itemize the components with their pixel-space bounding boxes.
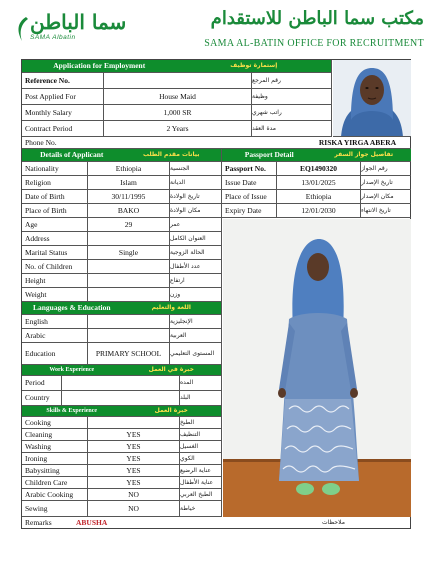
arabic-value [88, 329, 170, 343]
period-label: Period [22, 376, 62, 391]
skills-title-en: Skills & Experience [46, 408, 98, 414]
skill-sewing-label-ar: خياطة [180, 501, 222, 517]
issue-place-label-ar: مكان الإصدار [361, 190, 411, 204]
salary-value: 1,000 SR [104, 105, 252, 121]
children-value [88, 260, 170, 274]
languages-title-en: Languages & Education [32, 303, 111, 313]
religion-label-ar: الديانة [170, 176, 222, 190]
nationality-label: Nationality [22, 162, 88, 176]
remarks-label-ar: ملاحظات [322, 519, 345, 526]
dob-value: 30/11/1995 [88, 190, 170, 204]
country-label: Country [22, 391, 62, 406]
arabic-label-ar: العربية [170, 329, 222, 343]
country-value [62, 391, 180, 406]
weight-label: Weight [22, 288, 88, 302]
skill-ironing-label: Ironing [22, 453, 88, 465]
issue-date-value: 13/01/2025 [277, 176, 361, 190]
details-title-ar: بيانات مقدم الطلب [142, 151, 200, 158]
skill-ironing-value: YES [88, 453, 180, 465]
details-title-en: Details of Applicant [40, 150, 104, 160]
dob-label-ar: تاريخ الولادة [170, 190, 222, 204]
nationality-label-ar: الجنسية [170, 162, 222, 176]
height-label-ar: ارتفاع [170, 274, 222, 288]
period-value [62, 376, 180, 391]
reference-label-ar: رقم المرجع [252, 73, 332, 89]
reference-value [104, 73, 252, 89]
english-label-ar: الإنجليزية [170, 315, 222, 329]
skill-babysitting-value: YES [88, 465, 180, 477]
english-label: English [22, 315, 88, 329]
phone-label: Phone No. [22, 137, 104, 149]
nationality-value: Ethiopia [88, 162, 170, 176]
dob-label: Date of Birth [22, 190, 88, 204]
skills-section-header [22, 406, 222, 417]
logo-swoosh-icon [14, 16, 30, 42]
religion-value: Islam [88, 176, 170, 190]
education-label-ar: المستوى التعليمي [170, 343, 222, 365]
skill-sewing-value: NO [88, 501, 180, 517]
salary-label-ar: راتب شهري [252, 105, 332, 121]
application-title-ar: إستمارة توظيف [230, 62, 278, 69]
skill-cooking-label: Cooking [22, 417, 88, 429]
issue-date-label: Issue Date [222, 176, 277, 190]
office-name-arabic: مكتب سما الباطن للاستقدام [210, 8, 424, 29]
skill-washing-value: YES [88, 441, 180, 453]
height-label: Height [22, 274, 88, 288]
passport-title-en: Passport Detail [244, 150, 294, 160]
applicant-full-photo [223, 219, 411, 517]
skill-sewing-label: Sewing [22, 501, 88, 517]
address-value [88, 232, 170, 246]
contract-label-ar: مدة العقد [252, 121, 332, 137]
pob-label-ar: مكان الولادة [170, 204, 222, 218]
application-title-en: Application for Employment [53, 61, 146, 71]
skill-childcare-label-ar: عناية الأطفال [180, 477, 222, 489]
children-label: No. of Children [22, 260, 88, 274]
expiry-date-label: Expiry Date [222, 204, 277, 218]
skills-title-ar: خبرة العمل [154, 407, 188, 414]
reference-label: Reference No. [22, 73, 104, 89]
experience-title-ar: خبرة في العمل [148, 366, 194, 373]
address-label-ar: العنوان الكامل [170, 232, 222, 246]
age-label-ar: عمر [170, 218, 222, 232]
logo-arabic: سما الباطن [30, 10, 127, 34]
remarks-label: Remarks [25, 518, 52, 528]
skill-arabic-cooking-label-ar: الطبخ العربي [180, 489, 222, 501]
passport-no-value: EQ1490320 [277, 162, 361, 176]
skill-washing-label: Washing [22, 441, 88, 453]
letterhead [0, 0, 442, 56]
marital-label-ar: الحالة الزوجية [170, 246, 222, 260]
period-label-ar: المده [180, 376, 222, 391]
expiry-date-value: 12/01/2030 [277, 204, 361, 218]
skill-cooking-label-ar: الطبخ [180, 417, 222, 429]
remarks-value: ABUSHA [76, 518, 108, 528]
passport-no-label-ar: رقم الجواز [361, 162, 411, 176]
skill-cleaning-label-ar: التنظيف [180, 429, 222, 441]
skill-arabic-cooking-value: NO [88, 489, 180, 501]
post-label-ar: وظيفة [252, 89, 332, 105]
skill-washing-label-ar: الغسيل [180, 441, 222, 453]
pob-label: Place of Birth [22, 204, 88, 218]
skill-cooking-value [88, 417, 180, 429]
country-label-ar: البلد [180, 391, 222, 406]
application-form [21, 59, 411, 529]
post-value: House Maid [104, 89, 252, 105]
skill-cleaning-value: YES [88, 429, 180, 441]
age-label: Age [22, 218, 88, 232]
skill-childcare-label: Children Care [22, 477, 88, 489]
languages-section-header [22, 302, 222, 315]
skill-cleaning-label: Cleaning [22, 429, 88, 441]
height-value [88, 274, 170, 288]
issue-date-label-ar: تاريخ الإصدار [361, 176, 411, 190]
experience-title-en: Work Experience [49, 367, 95, 373]
education-label: Education [22, 343, 88, 365]
weight-value [88, 288, 170, 302]
salary-label: Monthly Salary [22, 105, 104, 121]
children-label-ar: عدد الأطفال [170, 260, 222, 274]
weight-label-ar: وزن [170, 288, 222, 302]
marital-label: Marital Status [22, 246, 88, 260]
details-section-header [22, 149, 222, 162]
expiry-date-label-ar: تاريخ الانتهاء [361, 204, 411, 218]
education-value: PRIMARY SCHOOL [88, 343, 170, 365]
address-label: Address [22, 232, 88, 246]
english-value [88, 315, 170, 329]
passport-title-ar: تفاصيل جواز السفر [334, 151, 394, 158]
skill-childcare-value: YES [88, 477, 180, 489]
age-value: 29 [88, 218, 170, 232]
languages-title-ar: اللغة والتعليم [151, 304, 191, 311]
skill-babysitting-label: Babysitting [22, 465, 88, 477]
office-name-english: SAMA AL-BATIN OFFICE FOR RECRUITMENT [204, 38, 424, 49]
pob-value: BAKO [88, 204, 170, 218]
skill-arabic-cooking-label: Arabic Cooking [22, 489, 88, 501]
issue-place-value: Ethiopia [277, 190, 361, 204]
applicant-name: RISKA YIRGA ABERA [304, 137, 411, 149]
passport-no-label: Passport No. [222, 162, 277, 176]
experience-section-header [22, 365, 222, 376]
full-photo-image [223, 219, 411, 517]
religion-label: Religion [22, 176, 88, 190]
passport-section-header [222, 149, 411, 162]
post-label: Post Applied For [22, 89, 104, 105]
issue-place-label: Place of Issue [222, 190, 277, 204]
contract-value: 2 Years [104, 121, 252, 137]
logo-english: SAMA Albatin [30, 34, 76, 41]
contract-label: Contract Period [22, 121, 104, 137]
application-section-header [22, 60, 332, 73]
arabic-label: Arabic [22, 329, 88, 343]
marital-value: Single [88, 246, 170, 260]
skill-babysitting-label-ar: عناية الرضيع [180, 465, 222, 477]
phone-value [104, 137, 304, 149]
skill-ironing-label-ar: الكوي [180, 453, 222, 465]
portrait-image [333, 60, 411, 137]
applicant-portrait [333, 60, 411, 137]
